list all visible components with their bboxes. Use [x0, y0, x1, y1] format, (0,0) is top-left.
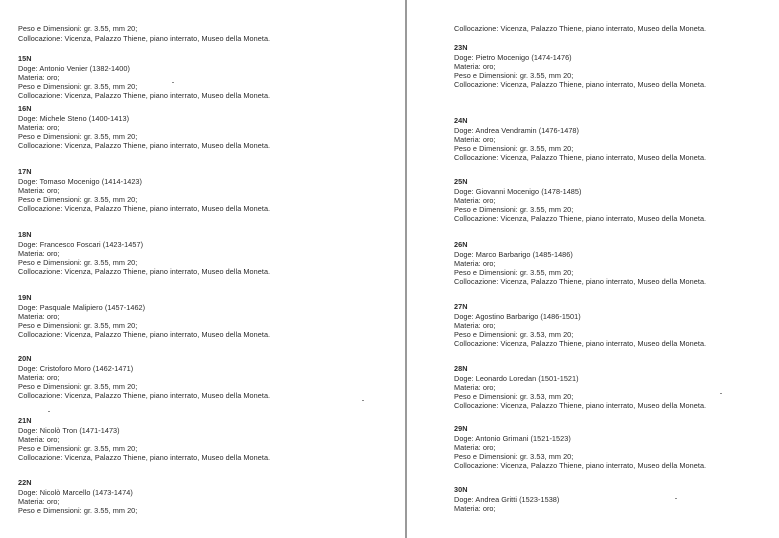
entry-number: 18N: [18, 230, 32, 239]
peso-line: Peso e Dimensioni: gr. 3.55, mm 20;: [454, 71, 574, 80]
entry-number: 15N: [18, 54, 32, 63]
peso-line: Peso e Dimensioni: gr. 3.55, mm 20;: [18, 82, 138, 91]
peso-line: Peso e Dimensioni: gr. 3.53, mm 20;: [454, 330, 574, 339]
entry-number: 29N: [454, 424, 468, 433]
doge-line: Doge: Michele Steno (1400-1413): [18, 114, 130, 123]
materia-line: Materia: oro;: [18, 73, 60, 82]
collocazione-line: Collocazione: Vicenza, Palazzo Thiene, piano interrato, Museo della Moneta.: [18, 391, 271, 400]
entry-number: 30N: [454, 485, 468, 494]
entry-number: 22N: [18, 478, 32, 487]
materia-line: Materia: oro;: [18, 435, 60, 444]
doge-line: Doge: Nicolò Tron (1471-1473): [18, 426, 120, 435]
peso-line: Peso e Dimensioni: gr. 3.55, mm 20;: [18, 195, 138, 204]
scan-speck: [675, 498, 677, 499]
peso-line: Peso e Dimensioni: gr. 3.55, mm 20;: [18, 258, 138, 267]
scan-speck: [362, 400, 364, 401]
doge-line: Doge: Pietro Mocenigo (1474-1476): [454, 53, 572, 62]
materia-line: Materia: oro;: [18, 186, 60, 195]
materia-line: Materia: oro;: [454, 321, 496, 330]
materia-line: Materia: oro;: [18, 249, 60, 258]
materia-line: Materia: oro;: [454, 135, 496, 144]
entry-number: 23N: [454, 43, 468, 52]
materia-line: Materia: oro;: [454, 62, 496, 71]
entry-number: 17N: [18, 167, 32, 176]
collocazione-line: Collocazione: Vicenza, Palazzo Thiene, piano interrato, Museo della Moneta.: [18, 141, 271, 150]
entry-number: 24N: [454, 116, 468, 125]
collocazione-line: Collocazione: Vicenza, Palazzo Thiene, piano interrato, Museo della Moneta.: [18, 453, 271, 462]
collocazione-line: Collocazione: Vicenza, Palazzo Thiene, piano interrato, Museo della Moneta.: [18, 267, 271, 276]
doge-line: Doge: Antonio Venier (1382-1400): [18, 64, 130, 73]
peso-line: Peso e Dimensioni: gr. 3.55, mm 20;: [18, 24, 138, 33]
peso-line: Peso e Dimensioni: gr. 3.55, mm 20;: [18, 321, 138, 330]
collocazione-line: Collocazione: Vicenza, Palazzo Thiene, piano interrato, Museo della Moneta.: [454, 277, 707, 286]
doge-line: Doge: Leonardo Loredan (1501-1521): [454, 374, 579, 383]
collocazione-line: Collocazione: Vicenza, Palazzo Thiene, piano interrato, Museo della Moneta.: [454, 339, 707, 348]
doge-line: Doge: Pasquale Malipiero (1457-1462): [18, 303, 146, 312]
materia-line: Materia: oro;: [454, 383, 496, 392]
collocazione-line: Collocazione: Vicenza, Palazzo Thiene, piano interrato, Museo della Moneta.: [454, 24, 707, 33]
entry-number: 26N: [454, 240, 468, 249]
doge-line: Doge: Marco Barbarigo (1485-1486): [454, 250, 573, 259]
materia-line: Materia: oro;: [454, 443, 496, 452]
materia-line: Materia: oro;: [454, 504, 496, 513]
peso-line: Peso e Dimensioni: gr. 3.55, mm 20;: [454, 268, 574, 277]
peso-line: Peso e Dimensioni: gr. 3.55, mm 20;: [18, 444, 138, 453]
collocazione-line: Collocazione: Vicenza, Palazzo Thiene, piano interrato, Museo della Moneta.: [18, 34, 271, 43]
collocazione-line: Collocazione: Vicenza, Palazzo Thiene, piano interrato, Museo della Moneta.: [454, 80, 707, 89]
entry-number: 25N: [454, 177, 468, 186]
scan-speck: [720, 393, 722, 394]
doge-line: Doge: Agostino Barbarigo (1486-1501): [454, 312, 581, 321]
peso-line: Peso e Dimensioni: gr. 3.53, mm 20;: [454, 392, 574, 401]
scan-speck: [172, 82, 174, 83]
entry-number: 16N: [18, 104, 32, 113]
right-page: [407, 0, 779, 538]
collocazione-line: Collocazione: Vicenza, Palazzo Thiene, piano interrato, Museo della Moneta.: [18, 91, 271, 100]
peso-line: Peso e Dimensioni: gr. 3.53, mm 20;: [454, 452, 574, 461]
collocazione-line: Collocazione: Vicenza, Palazzo Thiene, piano interrato, Museo della Moneta.: [454, 153, 707, 162]
doge-line: Doge: Andrea Gritti (1523-1538): [454, 495, 560, 504]
doge-line: Doge: Tomaso Mocenigo (1414-1423): [18, 177, 143, 186]
entry-number: 20N: [18, 354, 32, 363]
peso-line: Peso e Dimensioni: gr. 3.55, mm 20;: [454, 205, 574, 214]
scan-speck: [48, 411, 50, 412]
peso-line: Peso e Dimensioni: gr. 3.55, mm 20;: [454, 144, 574, 153]
doge-line: Doge: Antonio Grimani (1521-1523): [454, 434, 571, 443]
entry-number: 28N: [454, 364, 468, 373]
doge-line: Doge: Cristoforo Moro (1462-1471): [18, 364, 134, 373]
collocazione-line: Collocazione: Vicenza, Palazzo Thiene, piano interrato, Museo della Moneta.: [18, 204, 271, 213]
peso-line: Peso e Dimensioni: gr. 3.55, mm 20;: [18, 506, 138, 515]
materia-line: Materia: oro;: [18, 123, 60, 132]
peso-line: Peso e Dimensioni: gr. 3.55, mm 20;: [18, 382, 138, 391]
materia-line: Materia: oro;: [18, 373, 60, 382]
collocazione-line: Collocazione: Vicenza, Palazzo Thiene, piano interrato, Museo della Moneta.: [18, 330, 271, 339]
materia-line: Materia: oro;: [454, 196, 496, 205]
doge-line: Doge: Nicolò Marcello (1473-1474): [18, 488, 133, 497]
entry-number: 27N: [454, 302, 468, 311]
entry-number: 21N: [18, 416, 32, 425]
doge-line: Doge: Giovanni Mocenigo (1478-1485): [454, 187, 582, 196]
entry-number: 19N: [18, 293, 32, 302]
materia-line: Materia: oro;: [18, 312, 60, 321]
collocazione-line: Collocazione: Vicenza, Palazzo Thiene, piano interrato, Museo della Moneta.: [454, 214, 707, 223]
collocazione-line: Collocazione: Vicenza, Palazzo Thiene, piano interrato, Museo della Moneta.: [454, 461, 707, 470]
doge-line: Doge: Andrea Vendramin (1476-1478): [454, 126, 580, 135]
materia-line: Materia: oro;: [454, 259, 496, 268]
doge-line: Doge: Francesco Foscari (1423-1457): [18, 240, 144, 249]
collocazione-line: Collocazione: Vicenza, Palazzo Thiene, piano interrato, Museo della Moneta.: [454, 401, 707, 410]
peso-line: Peso e Dimensioni: gr. 3.55, mm 20;: [18, 132, 138, 141]
materia-line: Materia: oro;: [18, 497, 60, 506]
